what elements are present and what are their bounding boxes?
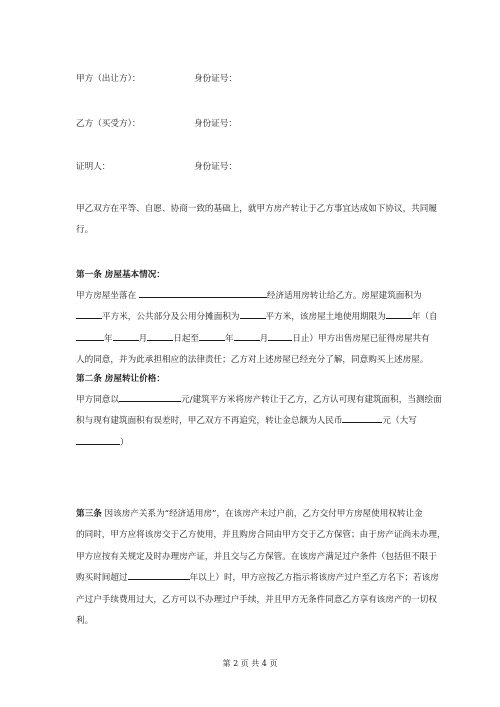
- text: 年（自: [411, 312, 438, 323]
- end-month-blank[interactable]: [234, 331, 260, 341]
- article1-row: [76, 286, 432, 307]
- start-day-blank[interactable]: [147, 331, 173, 341]
- witness-label: 证明人：: [76, 162, 111, 172]
- article1-paragraph: [76, 286, 438, 372]
- text: ）: [120, 437, 129, 448]
- intro-row: 行。: [76, 225, 94, 236]
- article2-heading: 第二条 房屋转让价格：: [76, 374, 165, 384]
- text: 年: [104, 333, 113, 344]
- end-year-blank[interactable]: [199, 331, 225, 341]
- text: 购买时间超过: [76, 573, 128, 584]
- shared-area-blank[interactable]: [240, 309, 266, 319]
- start-year-blank[interactable]: [76, 331, 104, 341]
- text: 月: [138, 333, 148, 344]
- total-amount-blank[interactable]: [342, 413, 382, 423]
- start-month-blank[interactable]: [113, 331, 139, 341]
- article3-paragraph: [76, 504, 446, 632]
- article1-row: 人的同意，并为此承担相应的法律责任；乙方对上述房屋已经充分了解，同意购买上述房屋。: [76, 355, 429, 366]
- article1-row: [76, 329, 432, 350]
- text: 甲方同意以: [76, 395, 119, 405]
- text: 日止）甲方出售房屋已征得房屋共有: [292, 333, 430, 344]
- article2-row: [76, 390, 442, 411]
- text: 日起至: [173, 333, 200, 344]
- text: 积与现有建筑面积有误差时，甲乙双方不再追究，转让金总额为人民币: [76, 416, 343, 427]
- article3-row: 的同时，甲方应将该房交于乙方使用，并且购房合同由甲方交于乙方保管；由于房产证尚未办理，: [76, 530, 446, 541]
- text: 年以上）时，甲方应按乙方指示将该房产过户至乙方名下；若该房: [189, 573, 439, 584]
- end-day-blank[interactable]: [268, 331, 292, 341]
- party-a-label: 甲方（出让方）：: [76, 74, 141, 84]
- article3-row: [76, 504, 432, 525]
- text: 甲方房屋坐落在: [76, 291, 139, 301]
- article3-row: 产过户手续费用过大，乙方可以不办理过户手续，并且甲方无条件同意乙方享有该房产的一切权: [76, 594, 437, 605]
- term-blank[interactable]: [386, 309, 412, 319]
- article2-row: [76, 433, 432, 454]
- article1-row: [76, 307, 438, 328]
- article2-paragraph: [76, 390, 442, 454]
- article3-row: [76, 568, 439, 589]
- article1-heading: 第一条 房屋基本情况：: [76, 270, 165, 280]
- purchase-years-blank[interactable]: [128, 570, 190, 580]
- page-number: 第 2 页 共 4 页: [222, 659, 278, 668]
- intro-row: 甲乙双方在平等、自愿、协商一致的基础上，就甲方房产转让于乙方事宜达成如下协议，共同履: [76, 204, 437, 214]
- text: 元（大写: [382, 416, 417, 427]
- text: 经济适用房转让给乙方。房屋建筑面积为: [266, 291, 422, 301]
- unit-price-blank[interactable]: [119, 392, 181, 402]
- article3-row: 利。: [76, 616, 94, 627]
- text: 年: [225, 333, 234, 344]
- text: 因该房产关系为“经济适用房”，在该房产未过户前，乙方交付甲方房屋使用权转让金: [101, 509, 423, 519]
- text: 月: [259, 333, 269, 344]
- article3-heading: 第三条: [76, 509, 102, 519]
- location-blank[interactable]: [139, 288, 267, 298]
- intro-paragraph: [76, 199, 437, 242]
- party-b-label: 乙方（买受方）：: [76, 119, 141, 129]
- party-b-id-label: 身份证号：: [194, 119, 237, 129]
- area-blank[interactable]: [76, 309, 102, 319]
- witness-id-label: 身份证号：: [194, 162, 237, 172]
- article3-row: 甲方应按有关规定及时办理房产证，并且交与乙方保管。在该房产满足过户条件（包括但不限于: [76, 551, 437, 562]
- text: 平方米，公共部分及公用分摊面积为: [102, 312, 240, 323]
- article2-row: [76, 411, 432, 432]
- text: 元/建筑平方米将房产转让于乙方，乙方认可现有建筑面积，当测绘面: [180, 395, 442, 405]
- party-a-id-label: 身份证号：: [194, 74, 237, 84]
- amount-in-words-blank[interactable]: [76, 435, 120, 445]
- text: 平方米，该房屋土地使用期限为: [265, 312, 386, 323]
